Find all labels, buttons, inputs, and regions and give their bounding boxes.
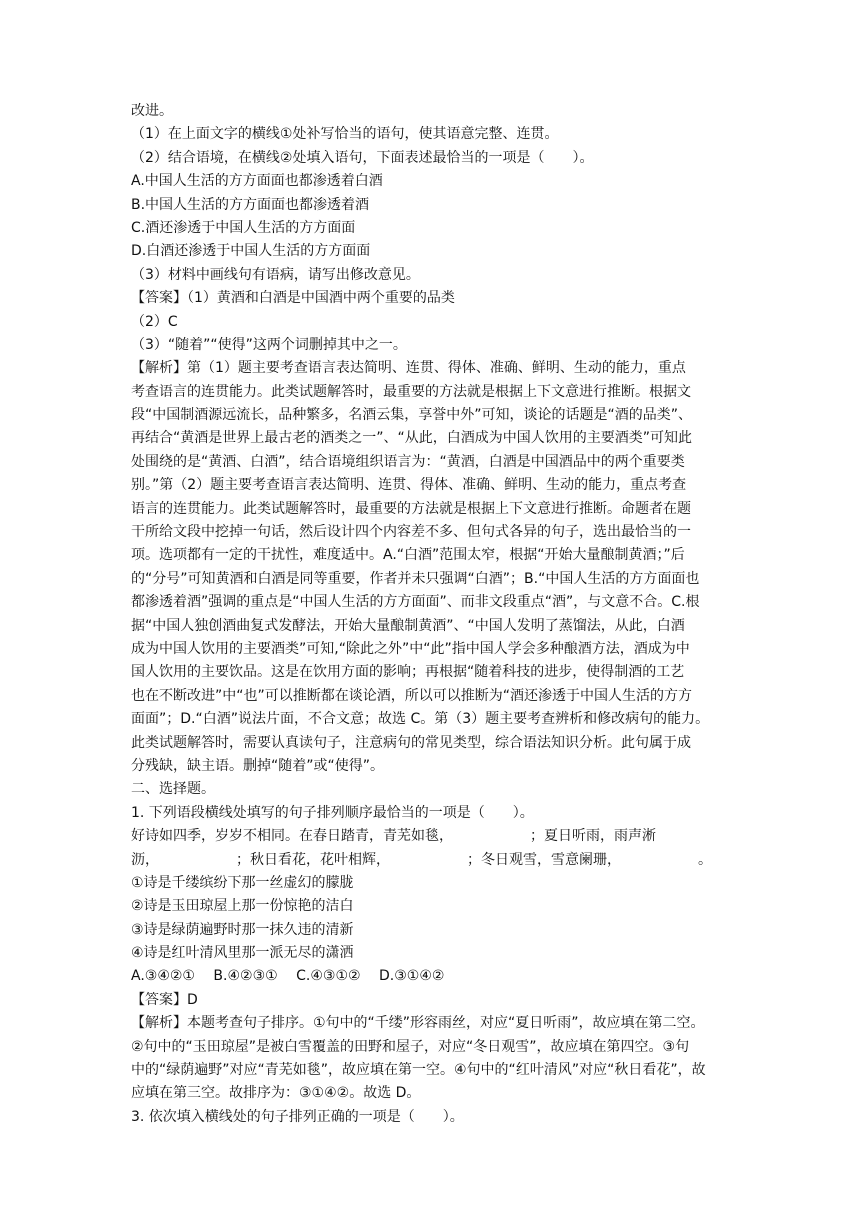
question-1-analysis: 应填在第三空。故排序为：③①④②。故选 D。 [131,1085,421,1102]
analysis-line: 再结合“黄酒是世界上最古老的酒类之一”、“从此，白酒成为中国人饮用的主要酒类”可知此 [131,430,693,447]
analysis-line: 处围绕的是“黄酒、白酒”，结合语境组织语言为：“黄酒，白酒是中国酒品中的两个重要类 [131,453,685,470]
analysis-line: 面面”；D.“白酒”说法片面，不合文意；故选 C。第（3）题主要考查辨析和修改病句的能力。 [131,711,710,728]
analysis-line: 都渗透着酒”强调的重点是“中国人生活的方方面面”、而非文段重点“酒”，与文意不合。C.根 [131,594,700,611]
answer-line-3: （3）“随着”“使得”这两个词删掉其中之一。 [131,336,407,353]
sub-question-3: （3）材料中画线句有语病，请写出修改意见。 [131,266,420,283]
analysis-line: 考查语言的连贯能力。此类试题解答时，最重要的方法就是根据上下文意进行推断。根据文 [131,383,691,400]
analysis-line: 国人饮用的主要饮品。这是在饮用方面的影响；再根据“随着科技的进步，使得制酒的工艺 [131,664,685,681]
sub-question-2: （2）结合语境，在横线②处填入语句，下面表述最恰当的一项是（ ）。 [131,149,594,166]
analysis-line: 【解析】第（1）题主要考查语言表达简明、连贯、得体、准确、鲜明、生动的能力，重点 [131,360,686,377]
intro-line-1: 改进。 [131,103,173,119]
analysis-line: 成为中国人饮用的主要酒类”可知,“除此之外”中“此”指中国人学会多种酿酒方法，酒成为中 [131,640,690,657]
question-1-passage: 好诗如四季，岁岁不相同。在春日踏青，青芜如毯， ；夏日听雨，雨声淅 [131,828,656,845]
question-1-item: ②诗是玉田琼屋上那一份惊艳的洁白 [131,898,354,915]
question-1-passage: 沥， ；秋日看花，花叶相辉， ；冬日观雪，雪意阑珊， 。 [131,851,712,868]
option-b: B.中国人生活的方方面面也都渗透着酒 [131,196,370,213]
question-1-analysis: 中的“绿荫遍野”对应“青芜如毯”，故应填在第一空。④句中的“红叶清风”对应“秋日看花”，故 [131,1062,706,1079]
analysis-line: 语言的连贯能力。此类试题解答时，最重要的方法就是根据上下文意进行推断。命题者在题 [131,500,691,517]
sub-question-1: （1）在上面文字的横线①处补写恰当的语句，使其语意完整、连贯。 [131,126,559,143]
option-d: D.白酒还渗透于中国人生活的方方面面 [131,243,371,260]
question-1-item: ④诗是红叶清风里那一派无尽的潇洒 [131,945,354,962]
question-1-choices: A.③④②① B.④②③① C.④③①② D.③①④② [131,968,445,985]
question-1-analysis: ②句中的“玉田琼屋”是被白雪覆盖的田野和屋子，对应“冬日观雪”，故应填在第四空。③句 [131,1038,690,1055]
option-c: C.酒还渗透于中国人生活的方方面面 [131,219,356,236]
answer-line-1: 【答案】（1）黄酒和白酒是中国酒中两个重要的品类 [131,290,455,307]
option-a: A.中国人生活的方方面面也都渗透着白酒 [131,173,383,190]
analysis-line: 项。选项都有一定的干扰性，难度适中。A.“白酒”范围太窄，根据“开始大量酿制黄酒；”后 [131,547,685,564]
analysis-line: 此类试题解答时，需要认真读句子，注意病句的常见类型，综合语法知识分析。此句属于成 [131,734,691,751]
document-page [131,100,743,1129]
question-1-analysis: 【解析】本题考查句子排序。①句中的“千缕”形容雨丝，对应“夏日听雨”，故应填在第二空。 [131,1015,705,1032]
analysis-line: 别。”第（2）题主要考查语言表达简明、连贯、得体、准确、鲜明、生动的能力，重点考查 [131,477,687,494]
question-1-item: ①诗是千缕缤纷下那一丝虚幻的朦胧 [131,874,354,891]
question-1-answer: 【答案】D [131,991,198,1008]
analysis-line: 也在不断改进”中“也”可以推断都在谈论酒，所以可以推断为“酒还渗透于中国人生活的方方 [131,687,693,704]
analysis-line: 据“中国人独创酒曲复式发酵法，开始大量酿制黄酒”、“中国人发明了蒸馏法，从此，白酒 [131,617,685,634]
analysis-line: 分残缺，缺主语。删掉“随着”或“使得”。 [131,757,385,774]
analysis-line: 干所给文段中挖掉一句话，然后设计四个内容差不多、但句式各异的句子，选出最恰当的一 [131,524,691,541]
section-heading: 二、选择题。 [131,781,215,798]
answer-line-2: （2）C [131,313,178,330]
question-3-stem: 3. 依次填入横线处的句子排列正确的一项是（ ）。 [131,1108,464,1125]
question-1-stem: 1. 下列语段横线处填写的句子排列顺序最恰当的一项是（ ）。 [131,804,534,821]
analysis-line: 的“分号”可知黄酒和白酒是同等重要，作者并未只强调“白酒”；B.“中国人生活的方方面面也 [131,570,700,587]
question-1-item: ③诗是绿荫遍野时那一抹久违的清新 [131,921,354,938]
analysis-line: 段“中国制酒源远流长，品种繁多，名酒云集，享誉中外”可知，谈论的话题是“酒的品类”、 [131,407,693,424]
